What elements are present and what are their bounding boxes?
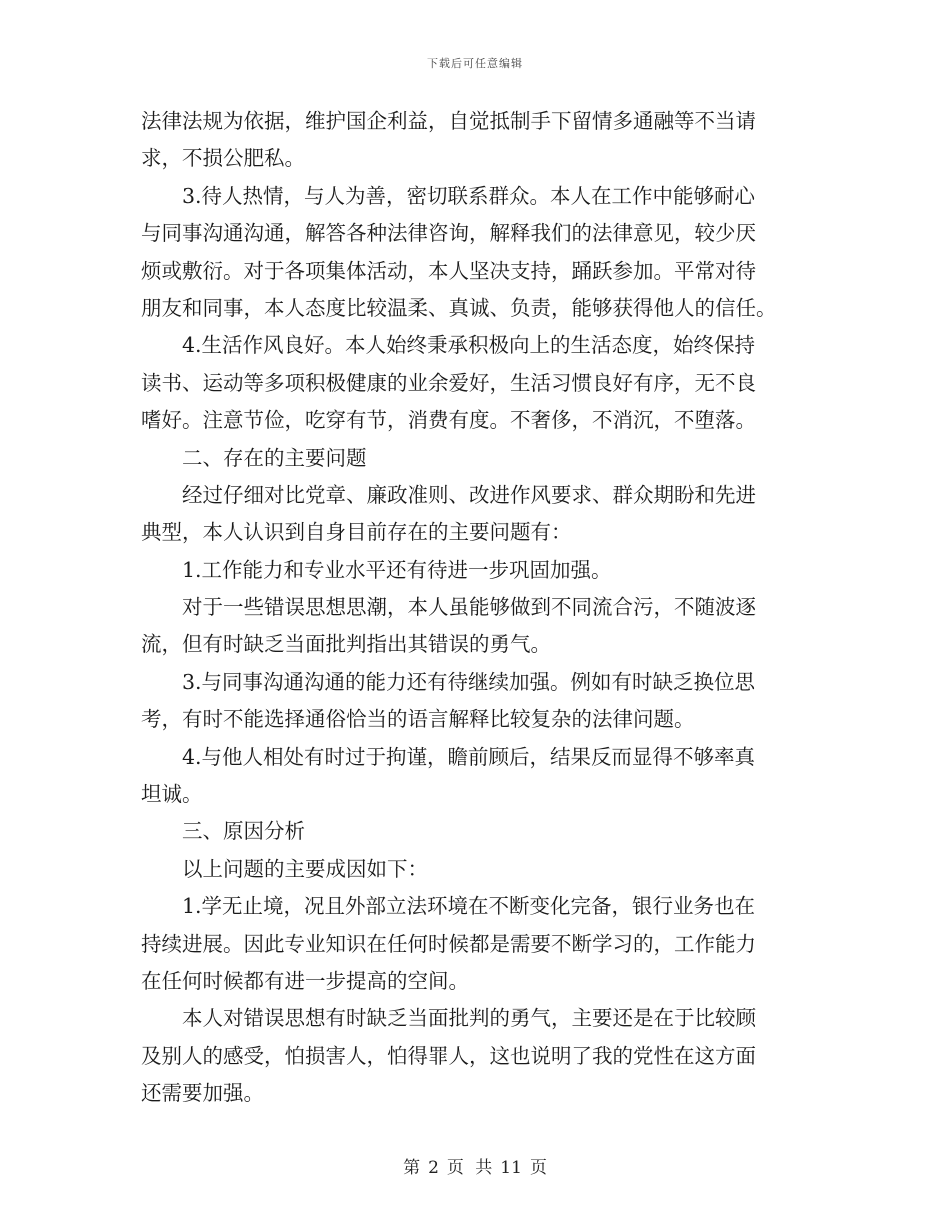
text-line: 4.与他人相处有时过于拘谨，瞻前顾后，结果反而显得不够率真	[182, 744, 756, 769]
text-line: 坦诚。	[141, 782, 203, 807]
section-heading: 二、存在的主要问题	[182, 445, 367, 470]
text-line: 持续进展。因此专业知识在任何时候都是需要不断学习的，工作能力	[141, 931, 756, 956]
text-line: 3.待人热情，与人为善，密切联系群众。本人在工作中能够耐心	[182, 183, 756, 208]
text-line: 烦或敷衍。对于各项集体活动，本人坚决支持，踊跃参加。平常对待	[141, 258, 756, 283]
text-line: 流，但有时缺乏当面批判指出其错误的勇气。	[141, 632, 551, 657]
text-line: 还需要加强。	[141, 1081, 264, 1106]
text-line: 典型，本人认识到自身目前存在的主要问题有：	[141, 520, 572, 545]
text-line: 对于一些错误思想思潮，本人虽能够做到不同流合污，不随波逐	[182, 595, 756, 620]
total-page-count: 11	[500, 1158, 522, 1178]
text-line: 经过仔细对比党章、廉政准则、改进作风要求、群众期盼和先进	[182, 482, 756, 507]
text-line: 1.学无止境，况且外部立法环境在不断变化完备，银行业务也在	[182, 894, 756, 919]
text-line: 以上问题的主要成因如下：	[182, 856, 428, 881]
text-line: 及别人的感受，怕损害人，怕得罪人，这也说明了我的党性在这方面	[141, 1043, 756, 1068]
text-line: 1.工作能力和专业水平还有待进一步巩固加强。	[182, 557, 612, 582]
footer-suffix: 页	[529, 1158, 547, 1178]
text-line: 在任何时候都有进一步提高的空间。	[141, 968, 469, 993]
text-line: 法律法规为依据，维护国企利益，自觉抵制手下留情多通融等不当请	[141, 109, 756, 133]
text-line: 3.与同事沟通沟通的能力还有待继续加强。例如有时缺乏换位思	[182, 669, 756, 694]
current-page-number: 2	[428, 1158, 439, 1178]
text-line: 考，有时不能选择通俗恰当的语言解释比较复杂的法律问题。	[141, 707, 695, 732]
footer-middle: 页 共	[446, 1158, 493, 1178]
document-body	[141, 103, 809, 1113]
text-line: 嗜好。注意节俭，吃穿有节，消费有度。不奢侈，不消沉，不堕落。	[141, 408, 756, 433]
text-line: 4.生活作风良好。本人始终秉承积极向上的生活态度，始终保持	[182, 333, 756, 358]
text-line: 朋友和同事，本人态度比较温柔、真诚、负责，能够获得他人的信任。	[141, 295, 777, 320]
section-heading: 三、原因分析	[182, 819, 305, 844]
text-line: 求，不损公肥私。	[141, 146, 305, 171]
text-line: 与同事沟通沟通，解答各种法律咨询，解释我们的法律意见，较少厌	[141, 221, 756, 246]
page-footer	[0, 1153, 950, 1178]
text-line: 本人对错误思想有时缺乏当面批判的勇气，主要还是在于比较顾	[182, 1006, 756, 1031]
text-line: 读书、运动等多项积极健康的业余爱好，生活习惯良好有序，无不良	[141, 370, 756, 395]
footer-prefix: 第	[403, 1158, 421, 1178]
page-header: 下载后可任意编辑	[427, 57, 523, 70]
